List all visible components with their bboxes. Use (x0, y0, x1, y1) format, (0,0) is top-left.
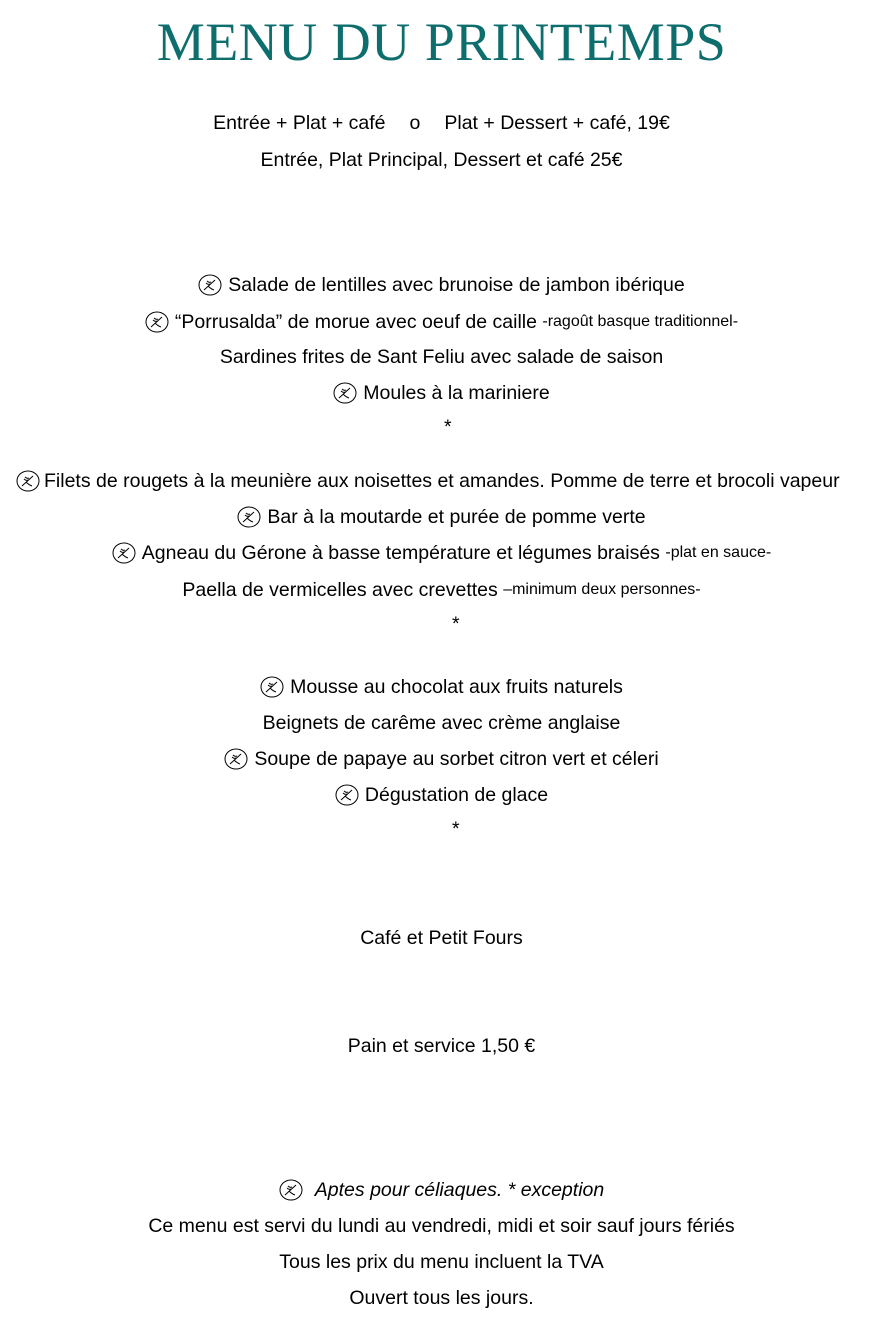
bread-service-line: Pain et service 1,50 € (347, 1035, 536, 1057)
dessert-item: Mousse au chocolat aux fruits naturels (0, 674, 883, 700)
menu-title: MENU DU PRINTEMPS (156, 12, 727, 72)
main-item: Filets de rougets à la meunière aux noisettes et amandes. Pomme de terre et brocoli vapeur (16, 468, 840, 494)
gluten-free-icon (279, 1179, 303, 1201)
price-separator: o (409, 112, 421, 134)
dish-note: -plat en sauce- (665, 544, 772, 561)
main-item: Agneau du Gérone à basse température et légumes braisés -plat en sauce- (0, 540, 883, 566)
gluten-free-icon (145, 311, 169, 333)
dessert-item: Soupe de papaye au sorbet citron vert et céleri (0, 746, 883, 772)
price-option-1: Entrée + Plat + café (213, 112, 386, 134)
section-separator: * (452, 818, 460, 840)
starter-item: Salade de lentilles avec brunoise de jambon ibérique (0, 272, 883, 298)
gluten-free-icon (335, 784, 359, 806)
vat-line: Tous les prix du menu incluent la TVA (279, 1251, 604, 1273)
served-days-line: Ce menu est servi du lundi au vendredi, midi et soir sauf jours fériés (148, 1215, 735, 1237)
price-line-2: Entrée, Plat Principal, Dessert et café 25€ (260, 149, 623, 171)
starter-item: Moules à la mariniere (0, 380, 883, 406)
opening-line: Ouvert tous les jours. (349, 1287, 534, 1309)
starter-item: “Porrusalda” de morue avec oeuf de caille -ragoût basque traditionnel- (0, 309, 883, 335)
gluten-free-icon (224, 748, 248, 770)
coffee-line: Café et Petit Fours (360, 927, 523, 949)
starter-item: Sardines frites de Sant Feliu avec salade de saison (219, 346, 664, 368)
gluten-free-icon (260, 676, 284, 698)
dessert-item: Dégustation de glace (0, 782, 883, 808)
legend-line (0, 1177, 883, 1203)
dish-note: -ragoût basque traditionnel- (542, 313, 739, 330)
dessert-item: Beignets de carême avec crème anglaise (262, 712, 621, 734)
dish-note: –minimum deux personnes- (503, 581, 701, 598)
gluten-free-icon (237, 506, 261, 528)
price-line-1 (0, 110, 883, 136)
main-item: Paella de vermicelles avec crevettes –minimum deux personnes- (182, 579, 701, 601)
gluten-free-icon (198, 274, 222, 296)
price-option-2: Plat + Dessert + café, 19€ (444, 112, 670, 134)
section-separator: * (452, 613, 460, 635)
section-separator: * (444, 416, 452, 438)
gluten-free-icon (16, 470, 40, 492)
main-item: Bar à la moutarde et purée de pomme verte (0, 504, 883, 530)
gluten-free-icon (333, 382, 357, 404)
gluten-free-icon (112, 542, 136, 564)
legend-text: Aptes pour céliaques. * exception (314, 1179, 605, 1201)
